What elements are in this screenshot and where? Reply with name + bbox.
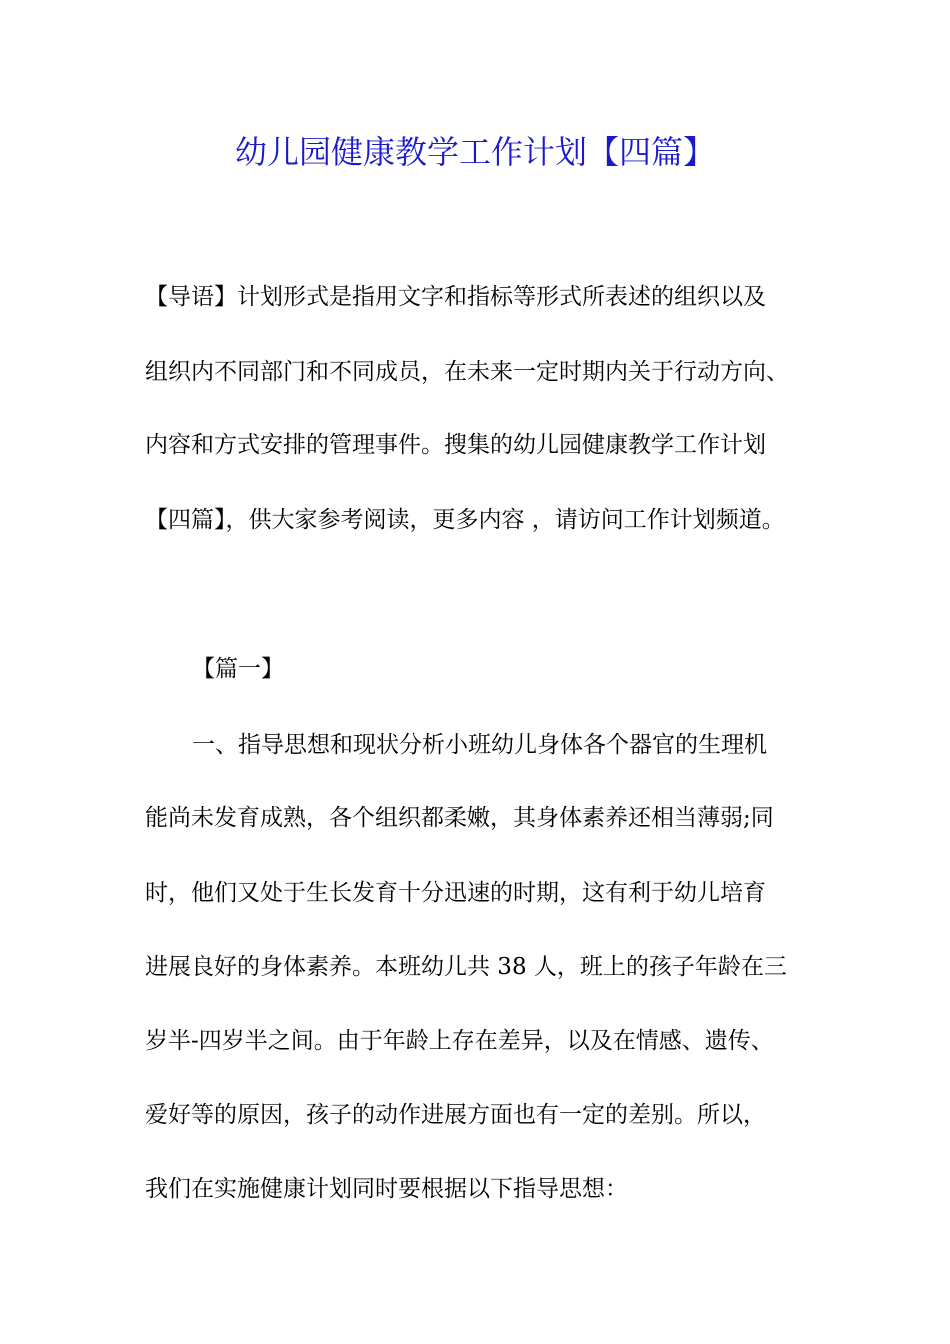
body-line-5: 岁半-四岁半之间。由于年龄上存在差异，以及在情感、遗传、 <box>145 1028 774 1054</box>
body-line-6: 爱好等的原因，孩子的动作进展方面也有一定的差别。所以， <box>145 1102 766 1128</box>
intro-line-2: 组织内不同部门和不同成员，在未来一定时期内关于行动方向、 <box>145 359 789 385</box>
document-title: 幼儿园健康教学工作计划【四篇】 <box>234 133 715 171</box>
body-line-3: 时，他们又处于生长发育十分迅速的时期，这有利于幼儿培育 <box>145 880 766 906</box>
body-line-2: 能尚未发育成熟，各个组织都柔嫩，其身体素养还相当薄弱;同 <box>145 805 774 831</box>
intro-line-1: 【导语】计划形式是指用文字和指标等形式所表述的组织以及 <box>145 284 766 310</box>
body-line-4: 进展良好的身体素养。本班幼儿共 38 人，班上的孩子年龄在三 <box>145 954 787 980</box>
section-heading: 【篇一】 <box>192 656 284 682</box>
body-line-7: 我们在实施健康计划同时要根据以下指导思想： <box>145 1176 628 1202</box>
body-line-1: 一、指导思想和现状分析小班幼儿身体各个器官的生理机 <box>192 732 767 758</box>
intro-line-3: 内容和方式安排的管理事件。搜集的幼儿园健康教学工作计划 <box>145 432 766 458</box>
intro-line-4: 【四篇】，供大家参考阅读，更多内容 ，请访问工作计划频道。 <box>145 507 785 533</box>
